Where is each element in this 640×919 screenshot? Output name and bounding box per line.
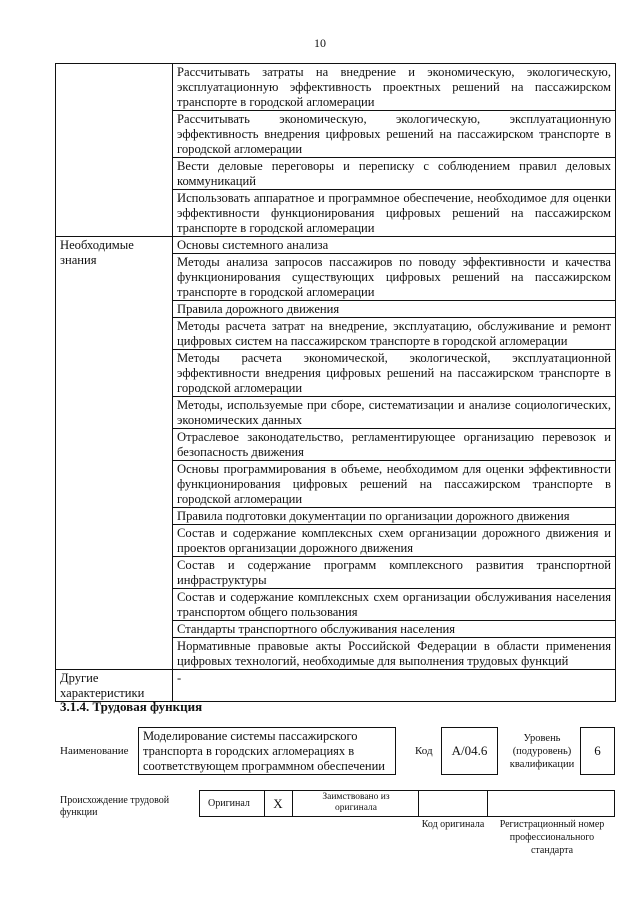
- name-label: Наименование: [60, 745, 129, 757]
- code-label: Код: [415, 745, 433, 757]
- knowledge-row: Методы, используемые при сборе, систематизации и анализе социологических, экономических данных: [173, 397, 616, 429]
- level-box: [580, 727, 615, 775]
- origin-label: Происхождение трудовой функции: [60, 795, 170, 818]
- knowledge-row: Правила дорожного движения: [173, 301, 616, 318]
- skill-row: Рассчитывать экономическую, экологическую, эксплуатационную эффективность внедрения цифровых решений на пассажирском транспорте в городской агломерации: [173, 111, 616, 158]
- skill-row: Использовать аппаратное и программное обеспечение, необходимое для оценки эффективности функционирования цифровых решений на пассажирском транспорте в городской агломерации: [173, 190, 616, 237]
- knowledge-row: Стандарты транспортного обслуживания населения: [173, 621, 616, 638]
- knowledge-row: Методы расчета экономической, экологической, эксплуатационной эффективности внедрения цифровых решений на пассажирском транспорте в городской агломерации: [173, 350, 616, 397]
- knowledge-row: Основы программирования в объеме, необходимом для оценки эффективности функционирования цифровых решений на пассажирском транспорте в городской агломерации: [173, 461, 616, 508]
- original-mark: X: [273, 796, 283, 811]
- knowledge-row: Состав и содержание программ комплексного развития транспортной инфраструктуры: [173, 557, 616, 589]
- knowledge-row: Отраслевое законодательство, регламентирующее организацию перевозок и безопасность движения: [173, 429, 616, 461]
- skill-row: Вести деловые переговоры и переписку с соблюдением правил деловых коммуникаций: [173, 158, 616, 190]
- function-name-box: Моделирование системы пассажирского транспорта в городских агломерациях в соответствующем программном обеспечении: [138, 727, 396, 775]
- level-value: 6: [594, 743, 601, 758]
- requirements-table: [55, 63, 616, 702]
- knowledge-row: Методы расчета затрат на внедрение, эксплуатацию, обслуживание и ремонт цифровых систем на пассажирском транспорте в городской агломерации: [173, 318, 616, 350]
- reg-number-caption: Регистрационный номер профессионального стандарта: [499, 819, 605, 856]
- skill-row: Рассчитывать затраты на внедрение и экономическую, экологическую, эксплуатационную эффективность проектных решений на пассажирском транспорте в городской агломерации: [173, 64, 616, 111]
- knowledge-row: Основы системного анализа: [173, 237, 616, 254]
- code-original-caption: Код оригинала: [421, 819, 485, 830]
- knowledge-row: Правила подготовки документации по организации дорожного движения: [173, 508, 616, 525]
- knowledge-label: Необходимые знания: [56, 237, 173, 670]
- other-value: -: [173, 670, 616, 702]
- knowledge-row: Нормативные правовые акты Российской Федерации в области применения цифровых технологий, необходимые для выполнения трудовых функций: [173, 638, 616, 670]
- other-label: Другие характеристики: [56, 670, 173, 702]
- code-value: A/04.6: [451, 743, 488, 758]
- borrowed-label: Заимствовано из оригинала: [322, 792, 390, 813]
- knowledge-row: Состав и содержание комплексных схем организации обслуживания населения транспортом общего пользования: [173, 589, 616, 621]
- origin-table: [199, 790, 615, 817]
- original-label: Оригинал: [208, 798, 250, 809]
- level-label: Уровень (подуровень) квалификации: [509, 733, 575, 770]
- knowledge-row: Методы анализа запросов пассажиров по поводу эффективности и качества функционирования существующих цифровых решений на пассажирском транспорте в городской агломерации: [173, 254, 616, 301]
- skills-label-cell: [56, 64, 173, 237]
- knowledge-row: Состав и содержание комплексных схем организации дорожного движения и проектов организации дорожного движения: [173, 525, 616, 557]
- section-title: 3.1.4. Трудовая функция: [60, 699, 203, 714]
- code-box: [441, 727, 498, 775]
- page-number: 10: [314, 36, 326, 50]
